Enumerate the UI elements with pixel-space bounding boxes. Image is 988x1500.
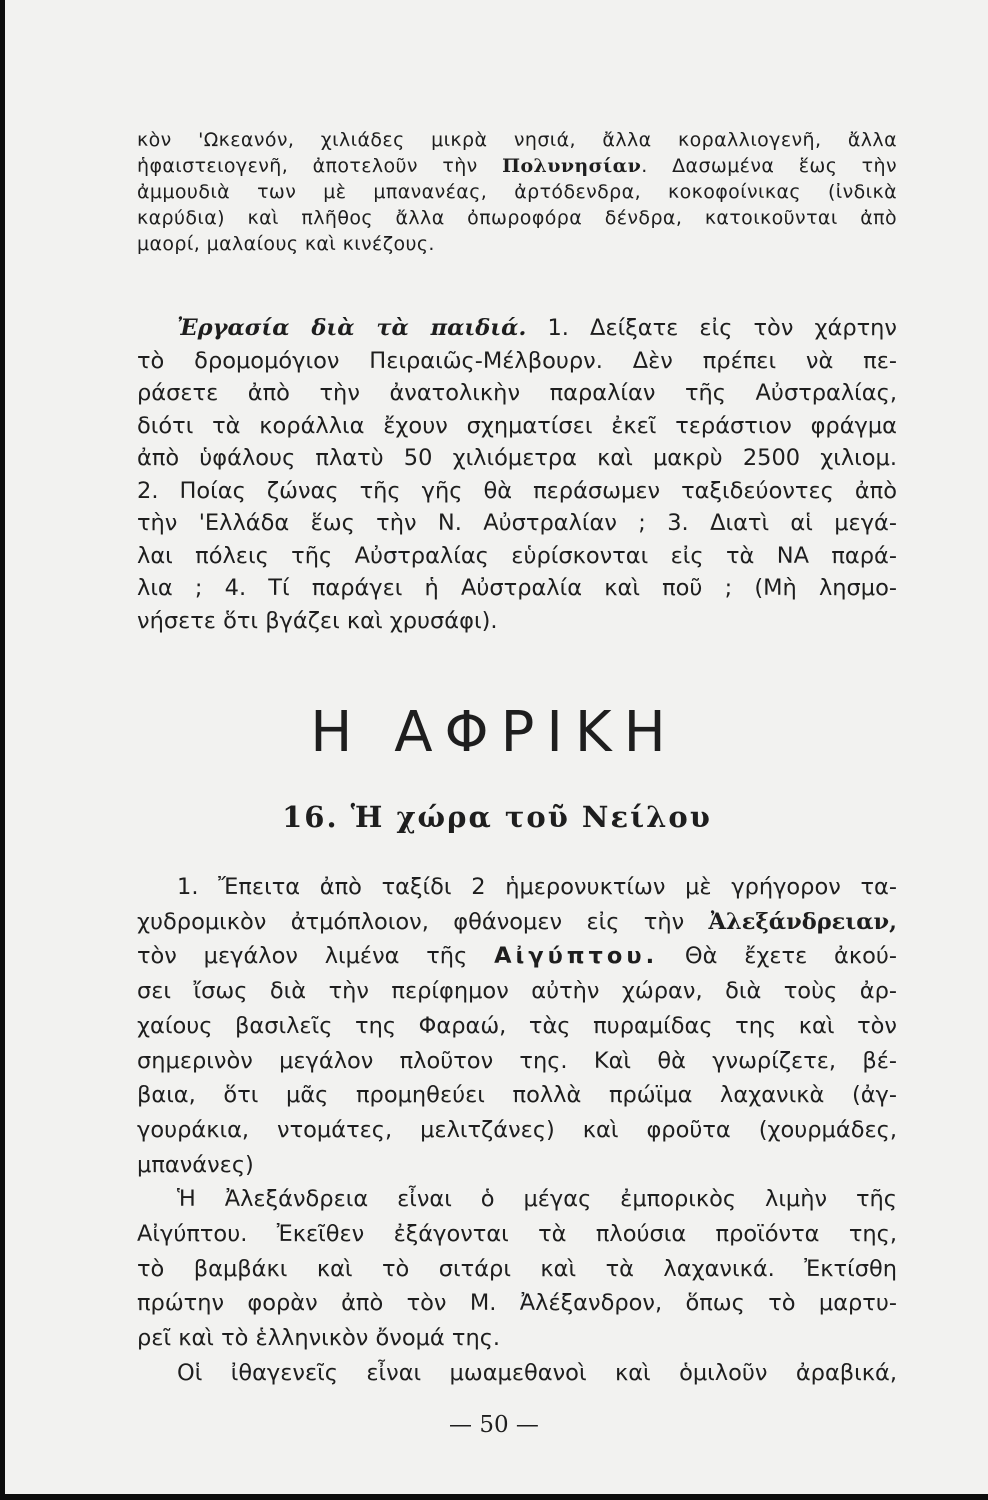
text-line: Αἰγύπτου. Ἐκεῖθεν ἐξάγονται τὰ πλούσια προϊόντα της,	[137, 1221, 897, 1248]
text-run: . Δασωμένα ἕως τὴν	[641, 155, 897, 177]
text-line: σημερινὸν μεγάλον πλοῦτον της. Καὶ θὰ γνωρίζετε, βέ-	[137, 1047, 897, 1074]
text-line	[137, 153, 897, 179]
text-run: χυδρομικὸν ἀτμόπλοιον, φθάνομεν εἰς τὴν	[137, 908, 685, 935]
text-line: 2. Ποίας ζώνας τῆς γῆς θὰ περάσωμεν ταξιδεύοντες ἀπὸ	[137, 477, 897, 504]
text-line: τὴν 'Ελλάδα ἕως τὴν Ν. Αὐστραλίαν ; 3. Διατὶ αἱ μεγά-	[137, 510, 897, 536]
exercise-paragraph	[137, 312, 897, 637]
text-run: 1. Δείξατε εἰς τὸν χάρτην	[547, 315, 897, 341]
text-line: λαι πόλεις τῆς Αὐστραλίας εὑρίσκονται εἰς τὰ ΝΑ παρά-	[137, 542, 897, 569]
text-line: σει ἴσως διὰ τὴν περίφημον αὐτὴν χώραν, διὰ τοὺς ἀρ-	[137, 978, 897, 1005]
text-line: 1. Ἔπειτα ἀπὸ ταξίδι 2 ἡμερονυκτίων μὲ γρήγορον τα-	[177, 874, 897, 900]
text-line: κὸν 'Ωκεανόν, χιλιάδες μικρὰ νησιά, ἄλλα κοραλλιογενῆ, ἄλλα	[137, 129, 897, 151]
text-line: μπανάνες)	[137, 1151, 254, 1178]
text-line: γουράκια, ντομάτες, μελιτζάνες) καὶ φροῦτα (χουρμάδες,	[137, 1116, 897, 1143]
text-line: βαια, ὅτι μᾶς προμηθεύει πολλὰ πρώϊμα λαχανικὰ (ἀγ-	[137, 1082, 897, 1109]
chapter-title: Η ΑΦΡΙΚΗ	[310, 700, 678, 765]
text-line: ράσετε ἀπὸ τὴν ἀνατολικὴν παραλίαν τῆς Αὐστραλίας,	[137, 380, 897, 406]
text-line: πρώτην φορὰν ἀπὸ τὸν Μ. Ἀλέξανδρον, ὅπως τὸ μαρτυ-	[137, 1290, 897, 1317]
text-line: νήσετε ὅτι βγάζει καὶ χρυσάφι).	[137, 607, 498, 634]
text-line: διότι τὰ κοράλλια ἔχουν σχηματίσει ἐκεῖ τεράστιον φράγμα	[137, 412, 897, 439]
egypt-term: Αἰγύπτου.	[494, 943, 659, 970]
alexandria-term: Ἀλεξάνδρειαν,	[708, 908, 898, 935]
text-line: ρεῖ καὶ τὸ ἑλληνικὸν ὄνομά της.	[137, 1325, 501, 1352]
text-line: ἀμμουδιὰ των μὲ μπανανέας, ἀρτόδενδρα, κοκοφοίνικας (ἰνδικὰ	[137, 181, 897, 203]
text-run: Θὰ ἔχετε ἀκού-	[684, 943, 898, 970]
text-line: καρύδια) καὶ πλῆθος ἄλλα ὀπωροφόρα δένδρα, κατοικοῦνται ἀπὸ	[137, 207, 897, 229]
scan-edge-bottom	[0, 1494, 988, 1500]
text-line: τὸ δρομομόγιον Πειραιῶς-Μέλβουρν. Δὲν πρέπει νὰ πε-	[137, 347, 897, 374]
text-run: ἡφαιστειογενῆ, ἀποτελοῦν τὴν	[137, 155, 478, 177]
intro-paragraph	[137, 127, 897, 257]
text-line	[137, 939, 897, 974]
text-line: Ἡ Ἀλεξάνδρεια εἶναι ὁ μέγας ἐμπορικὸς λιμὴν τῆς	[177, 1186, 897, 1213]
polynesia-term: Πολυνησίαν	[502, 155, 642, 177]
text-line: ἀπὸ ὑφάλους πλατὺ 50 χιλιόμετρα καὶ μακρὺ 2500 χιλιομ.	[137, 445, 897, 471]
body-text	[137, 870, 897, 1391]
text-line	[137, 905, 897, 940]
text-line: μαορί, μαλαίους καὶ κινέζους.	[137, 233, 435, 255]
exercise-heading: Ἐργασία διὰ τὰ παιδιά.	[177, 315, 527, 341]
text-line: τὸ βαμβάκι καὶ τὸ σιτάρι καὶ τὰ λαχανικά. Ἐκτίσθη	[137, 1255, 897, 1282]
text-run: τὸν μεγάλον λιμένα τῆς	[137, 943, 468, 970]
text-line: Οἱ ἰθαγενεῖς εἶναι μωαμεθανοὶ καὶ ὁμιλοῦν ἀραβικά,	[177, 1359, 897, 1386]
page-number: — 50 —	[449, 1412, 539, 1438]
section-title: 16. Ἡ χώρα τοῦ Νείλου	[282, 800, 712, 834]
text-line: χαίους βασιλεῖς της Φαραώ, τὰς πυραμίδας της καὶ τὸν	[137, 1012, 897, 1039]
text-line: λια ; 4. Τί παράγει ἡ Αὐστραλία καὶ ποῦ ; (Μὴ λησμο-	[137, 575, 897, 601]
text-line	[137, 312, 897, 345]
